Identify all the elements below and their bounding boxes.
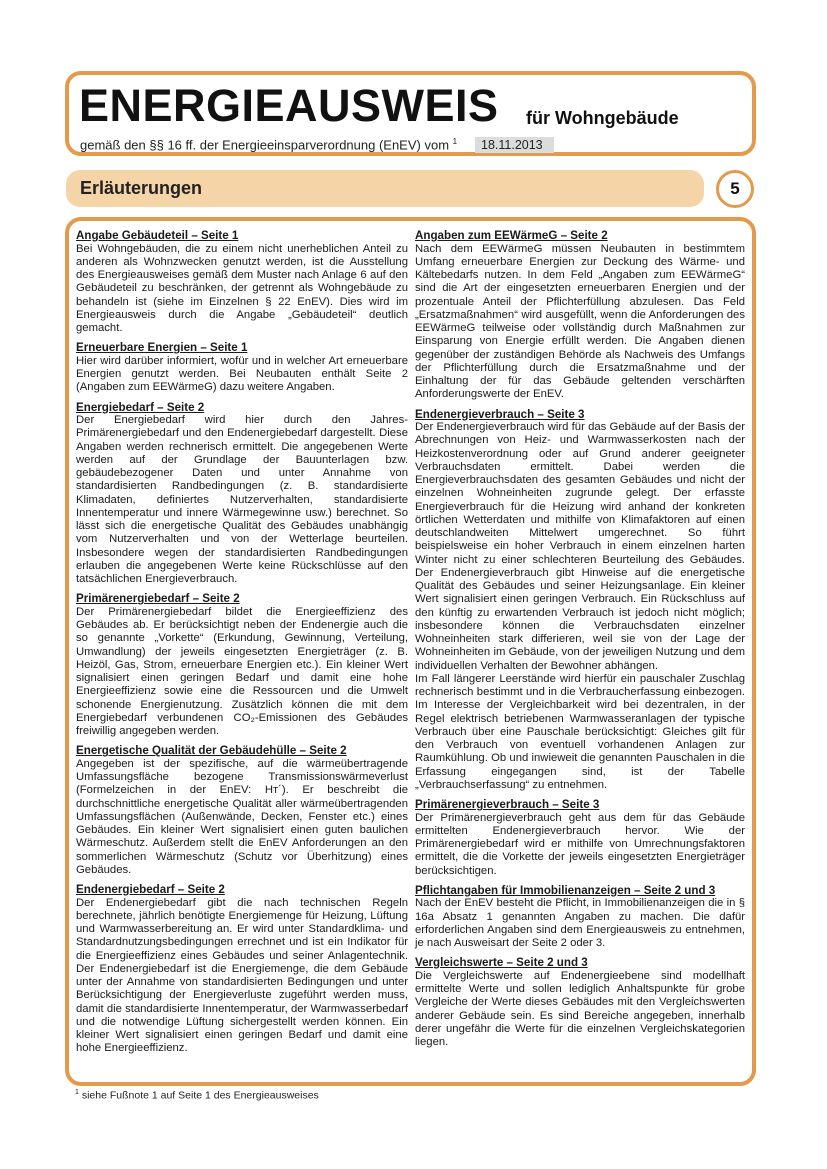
footnote-marker: 1 [452,137,458,146]
document-subtitle: für Wohngebäude [526,108,679,128]
page-number: 5 [716,170,754,208]
section-text: Der Primärenergieverbrauch geht aus dem für das Gebäude ermittelten Endenergieverbrauch hervor. Wie der Primärenergiebedarf wird er mithilfe von Umrechnungsfaktoren ermittelt, die die Vorkette der jeweils eingesetzten Energieträger berücksichtigen. [415,811,745,877]
header-box [65,71,756,156]
section-heading: Angaben zum EEWärmeG – Seite 2 [415,229,608,242]
section-title: Erläuterungen [80,178,203,198]
section-heading: Endenergieverbrauch – Seite 3 [415,407,585,421]
section-primaerenergiebedarf [76,592,408,738]
section-heading: Angabe Gebäudeteil – Seite 1 [76,229,239,242]
section-vergleichswerte [415,956,745,1049]
left-column [76,229,408,1062]
section-text: Im Fall längerer Leerstände wird hierfür ein pauschaler Zuschlag rechnerisch bestimmt und in die Verbraucherfassung einbezogen. Im Interesse der Vergleichbarkeit wird bei dezentralen, in der Regel elektrisch betriebenen Warmwasseranlagen der typische Verbrauch über eine Pauschale berücksichtigt: Gleiches gilt für den Verbrauch von eventuell vorhandenen Anlagen zur Raumkühlung. Ob und inwieweit die genannten Pauschalen in die Erfassung eingegangen sind, ist der Tabelle „Verbrauchserfassung“ zu entnehmen. [415,672,745,791]
section-pflichtangaben [415,884,745,951]
content-box [65,217,756,1086]
section-heading: Energetische Qualität der Gebäudehülle – Seite 2 [76,744,347,758]
section-text: Nach der EnEV besteht die Pflicht, in Immobilienanzeigen die in § 16a Absatz 1 genannten Angaben zu machen. Die dafür erforderlichen Angaben sind dem Energieausweis zu entnehmen, je nach Ausweisart der Seite 2 oder 3. [415,897,745,949]
section-angabe-gebaeudeteil [76,229,408,335]
section-heading: Erneuerbare Energien – Seite 1 [76,341,248,355]
section-text: Der Primärenergiebedarf bildet die Energieeffizienz des Gebäudes ab. Er berücksichtigt neben der Endenergie auch die so genannte „Vorkette“ (Erkundung, Gewinnung, Verteilung, Umwandlung) der jeweils eingesetzten Energieträger (z. B. Heizöl, Gas, Strom, erneuerbare Energien etc.). Ein kleiner Wert signalisiert einen geringen Bedarf und damit eine hohe Energieeffizienz sowie eine die Ressourcen und die Umwelt schonende Energienutzung. Zusätzlich können die mit dem Energiebedarf verbundenen CO₂-Emissionen des Gebäudes freiwillig angegeben werden. [76,605,408,737]
section-heading: Energiebedarf – Seite 2 [76,400,205,414]
section-text: Die Vergleichswerte auf Endenergieebene sind modellhaft ermittelte Werte und sollen lediglich Anhaltspunkte für grobe Vergleiche der Werte dieses Gebäudes mit den Vergleichswerten anderer Gebäude sein. Es sind Bereiche angegeben, innerhalb derer ungefähr die Werte für die einzelnen Vergleichskategorien liegen. [415,969,745,1048]
right-column [415,229,745,1055]
section-text: Nach dem EEWärmeG müssen Neubauten in bestimmtem Umfang erneuerbare Energien zur Deckung des Wärme- und Kältebedarfs nutzen. In dem Feld „Angaben zum EEWärmeG“ sind die Art der eingesetzten erneuerbaren Energien und der prozentuale Anteil der Pflichterfüllung abzulesen. Das Feld „Ersatzmaßnahmen“ wird ausgefüllt, wenn die Anforderungen des EEWärmeG teilweise oder vollständig durch Maßnahmen zur Einsparung von Energie erfüllt werden. Die Angaben dienen gegenüber der zuständigen Behörde als Nachweis des Umfangs der Pflichterfüllung durch die Ersatzmaßnahme und der Einhaltung der für das Gebäude geltenden verschärften Anforderungswerte der EnEV. [415,242,745,401]
section-heading: Primärenergiebedarf – Seite 2 [76,592,240,606]
document-title: ENERGIEAUSWEIS [79,80,499,131]
legal-reference-text: gemäß den §§ 16 ff. der Energieeinsparverordnung (EnEV) vom [80,137,450,153]
section-heading: Vergleichswerte – Seite 2 und 3 [415,956,588,970]
legal-reference [80,137,457,152]
footnote-number: 1 [75,1089,79,1096]
section-text: Hier wird darüber informiert, wofür und in welcher Art erneuerbare Energien genutzt werden. Bei Neubauten enthält Seite 2 (Angaben zum EEWärmeG) dazu weitere Angaben. [76,354,408,394]
section-text: Bei Wohngebäuden, die zu einem nicht unerheblichen Anteil zu anderen als Wohnzwecken genutzt werden, ist die Ausstellung des Energieausweises gemäß dem Muster nach Anlage 6 auf den Gebäudeteil zu beschränken, der getrennt als Wohngebäude zu behandeln ist (siehe im Einzelnen § 22 EnEV). Dies wird im Energieausweis durch die Angabe „Gebäudeteil“ deutlich gemacht. [76,242,408,334]
section-text: Der Endenergieverbrauch wird für das Gebäude auf der Basis der Abrechnungen von Heiz- und Warmwasserkosten nach der Heizkostenverordnung oder auf Grund anderer geeigneter Verbrauchsdaten ermittelt. Dabei werden die Energieverbrauchsdaten des gesamten Gebäudes und nicht der einzelnen Wohneinheiten zugrunde gelegt. Der erfasste Energieverbrauch für die Heizung wird anhand der konkreten örtlichen Wetterdaten und mithilfe von Klimafaktoren auf einen deutschlandweiten Mittelwert umgerechnet. So führt beispielsweise ein hoher Verbrauch in einem einzelnen harten Winter nicht zu einer schlechteren Beurteilung des Gebäudes. Der Endenergieverbrauch gibt Hinweise auf die energetische Qualität des Gebäudes und seiner Heizungsanlage. Ein kleiner Wert signalisiert einen geringen Verbrauch. Ein Rückschluss auf den künftig zu erwartenden Verbrauch ist jedoch nicht möglich; insbesondere können die Verbrauchsdaten einzelner Wohneinheiten stark differieren, weil sie von der Lage der Wohneinheiten im Gebäude, von der jeweiligen Nutzung und dem individuellen Verhalten der Bewohner abhängen. [415,421,745,672]
section-text: Angegeben ist der spezifische, auf die wärmeübertragende Umfassungsfläche bezogene Transmissionswärmeverlust (Formelzeichen in der EnEV: Hᴛ´). Er beschreibt die durchschnittliche energetische Qualität aller wärmeübertragenden Umfassungsflächen (Außenwände, Decken, Fenster etc.) eines Gebäudes. Ein kleiner Wert signalisiert einen guten baulichen Wärmeschutz. Außerdem stellt die EnEV Anforderungen an den sommerlichen Wärmeschutz (Schutz vor Überhitzung) eines Gebäudes. [76,757,408,876]
footnote-text: siehe Fußnote 1 auf Seite 1 des Energieausweises [81,1089,319,1102]
section-endenergiebedarf [76,883,408,1056]
section-heading: Endenergiebedarf – Seite 2 [76,883,225,896]
date-field: 18.11.2013 [475,137,554,153]
section-text: Der Endenergiebedarf gibt die nach technischen Regeln berechnete, jährlich benötigte Energiemenge für Heizung, Lüftung und Warmwasserbereitung an. Er wird unter Standardklima- und Standardnutzungsbedingungen errechnet und ist ein Indikator für die Energieeffizienz eines Gebäudes und seiner Anlagentechnik. Der Endenergiebedarf ist die Energiemenge, die dem Gebäude unter der Annahme von standardisierten Bedingungen und unter Berücksichtigung der Energieverluste zugeführt werden muss, damit die standardisierte Innentemperatur, der Warmwasserbedarf und die notwendige Lüftung sichergestellt werden können. Ein kleiner Wert signalisiert einen geringen Bedarf und damit eine hohe Energieeffizienz. [76,896,408,1055]
section-endenergieverbrauch [415,408,745,793]
section-heading: Primärenergieverbrauch – Seite 3 [415,798,600,811]
section-erneuerbare-energien [76,341,408,394]
section-header [66,170,704,207]
section-eewaermeg [415,229,745,402]
footnote [75,1089,319,1102]
section-heading: Pflichtangaben für Immobilienanzeigen – Seite 2 und 3 [415,883,716,897]
section-gebaeudehuelle [76,744,408,877]
section-text: Der Energiebedarf wird hier durch den Jahres-Primärenergiebedarf und den Endenergiebedarf dargestellt. Diese Angaben werden rechnerisch ermittelt. Die angegebenen Werte werden auf der Grundlage der Bauunterlagen bzw. gebäudebezogener Daten und unter Annahme von standardisierten Randbedingungen (z. B. standardisierte Klimadaten, definiertes Nutzerverhalten, standardisierte Innentemperatur und innere Wärmegewinne usw.) berechnet. So lässt sich die energetische Qualität des Gebäudes unabhängig vom Nutzerverhalten und von der Wetterlage beurteilen. Insbesondere wegen der standardisierten Randbedingungen erlauben die angegebenen Werte keine Rückschlüsse auf den tatsächlichen Energieverbrauch. [76,414,408,585]
section-energiebedarf [76,401,408,587]
section-primaerenergieverbrauch [415,798,745,878]
